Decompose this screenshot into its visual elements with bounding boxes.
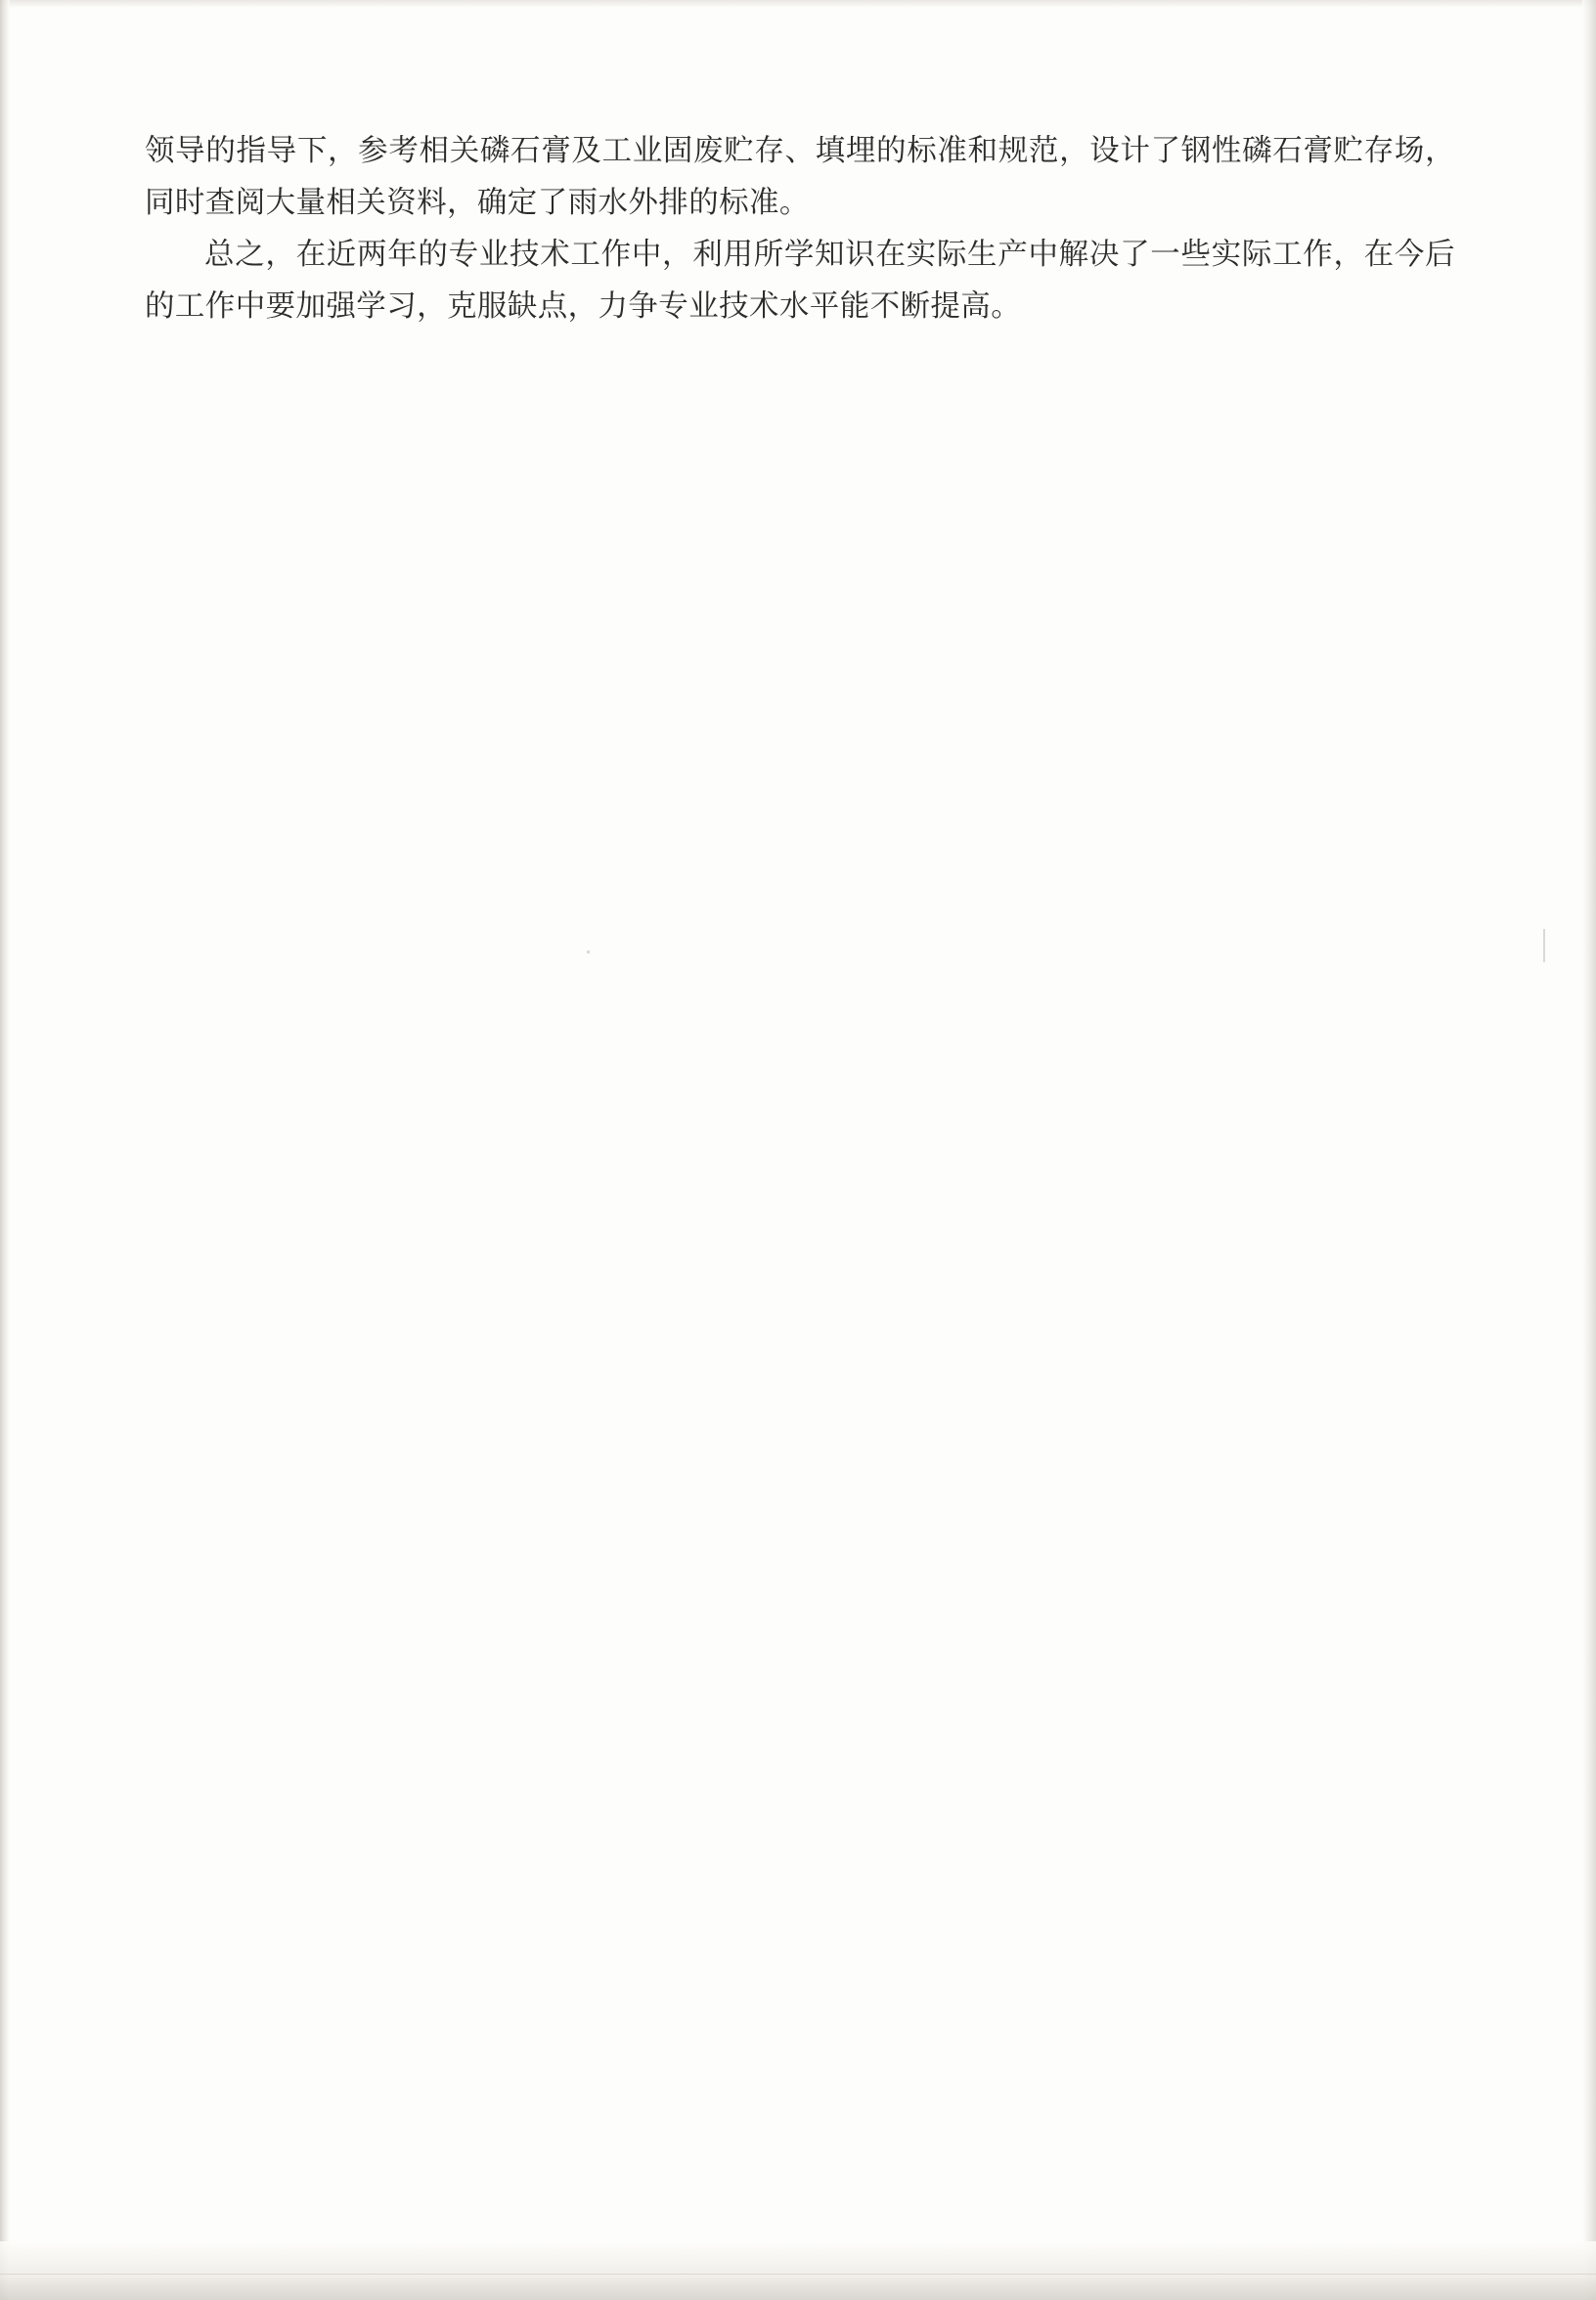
page-edge-bottom [0, 2241, 1596, 2300]
paragraph: 总之，在近两年的专业技术工作中，利用所学知识在实际生产中解决了一些实际工作，在今后的工作中要加强学习，克服缺点，力争专业技术水平能不断提高。 [145, 238, 1455, 323]
scan-artifact-speck [587, 951, 590, 953]
paragraph: 领导的指导下，参考相关磷石膏及工业固废贮存、填埋的标准和规范，设计了钢性磷石膏贮存场，同时查阅大量相关资料，确定了雨水外排的标准。 [145, 134, 1455, 219]
page-edge-right [1582, 0, 1596, 2300]
page-fold-line [0, 2274, 1596, 2275]
page-edge-top [0, 0, 1596, 8]
document-text-body [145, 125, 1455, 332]
scan-artifact-speck [1543, 929, 1545, 962]
page-edge-left [0, 0, 10, 2300]
